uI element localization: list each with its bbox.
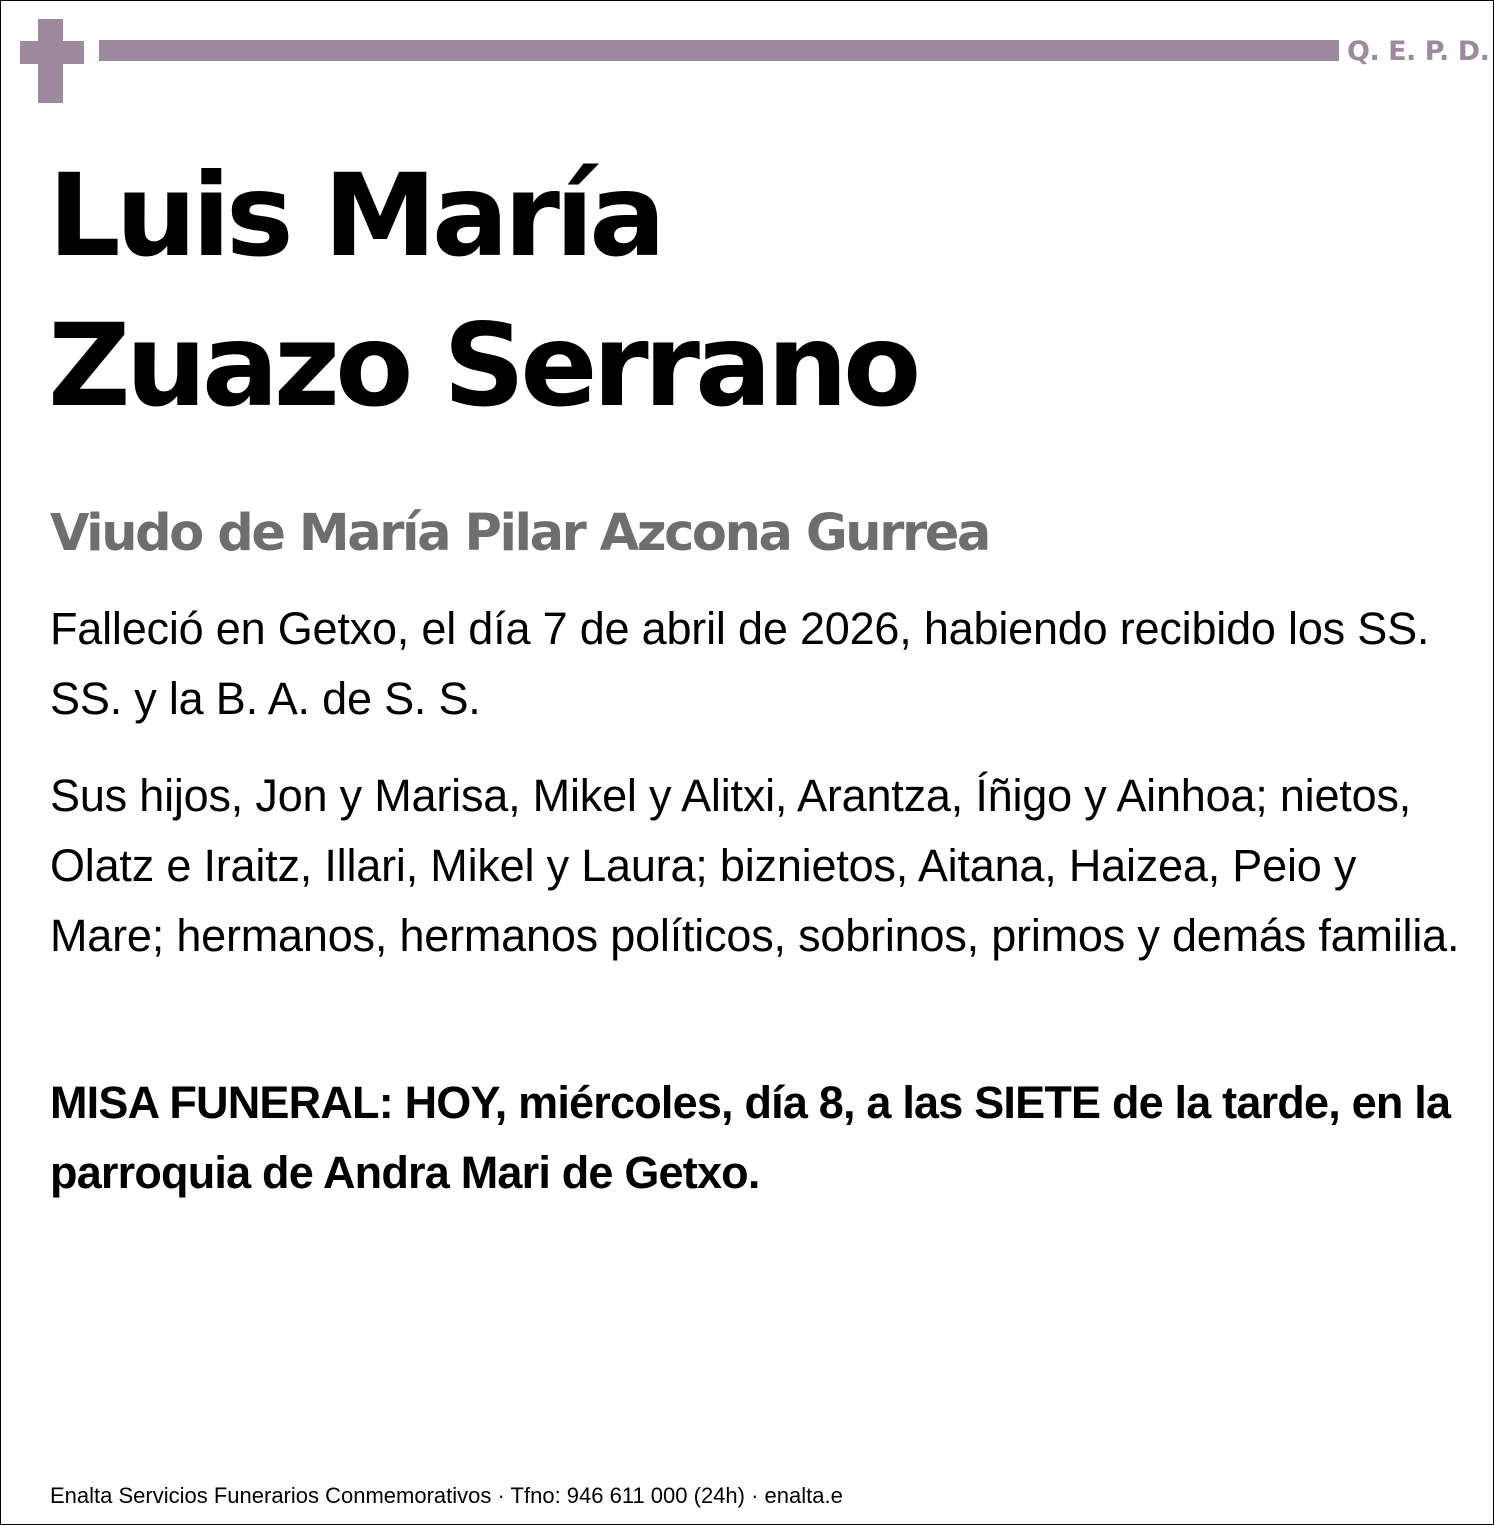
cross-horizontal-bar xyxy=(20,41,84,64)
family-paragraph: Sus hijos, Jon y Marisa, Mikel y Alitxi, Arantza, Íñigo y Ainhoa; nietos, Olatz e Iraitz, Illari, Mikel y Laura; biznietos, Aitana, Haizea, Peio y Mare; hermanos, hermanos políticos, sobrinos, primos y demás familia. xyxy=(50,770,1460,961)
deceased-name-line2: Zuazo Serrano xyxy=(48,299,917,432)
death-paragraph: Falleció en Getxo, el día 7 de abril de 2026, habiendo recibido los SS. SS. y la B. A. de S. S. xyxy=(50,603,1430,724)
deceased-name-line1: Luis María xyxy=(48,149,662,282)
deceased-name xyxy=(48,141,1448,441)
funeral-mass-paragraph: MISA FUNERAL: HOY, miércoles, día 8, a las SIETE de la tarde, en la parroquia de Andra Mari de Getxo. xyxy=(50,1077,1451,1198)
funeral-home-footer: Enalta Servicios Funerarios Conmemorativos · Tfno: 946 611 000 (24h) · enalta.e xyxy=(50,1483,843,1508)
header-divider-bar xyxy=(99,40,1339,61)
latin-cross-icon xyxy=(20,19,84,103)
widow-of-line: Viudo de María Pilar Azcona Gurrea xyxy=(50,504,989,563)
qepd-label: Q. E. P. D. xyxy=(1347,36,1490,67)
